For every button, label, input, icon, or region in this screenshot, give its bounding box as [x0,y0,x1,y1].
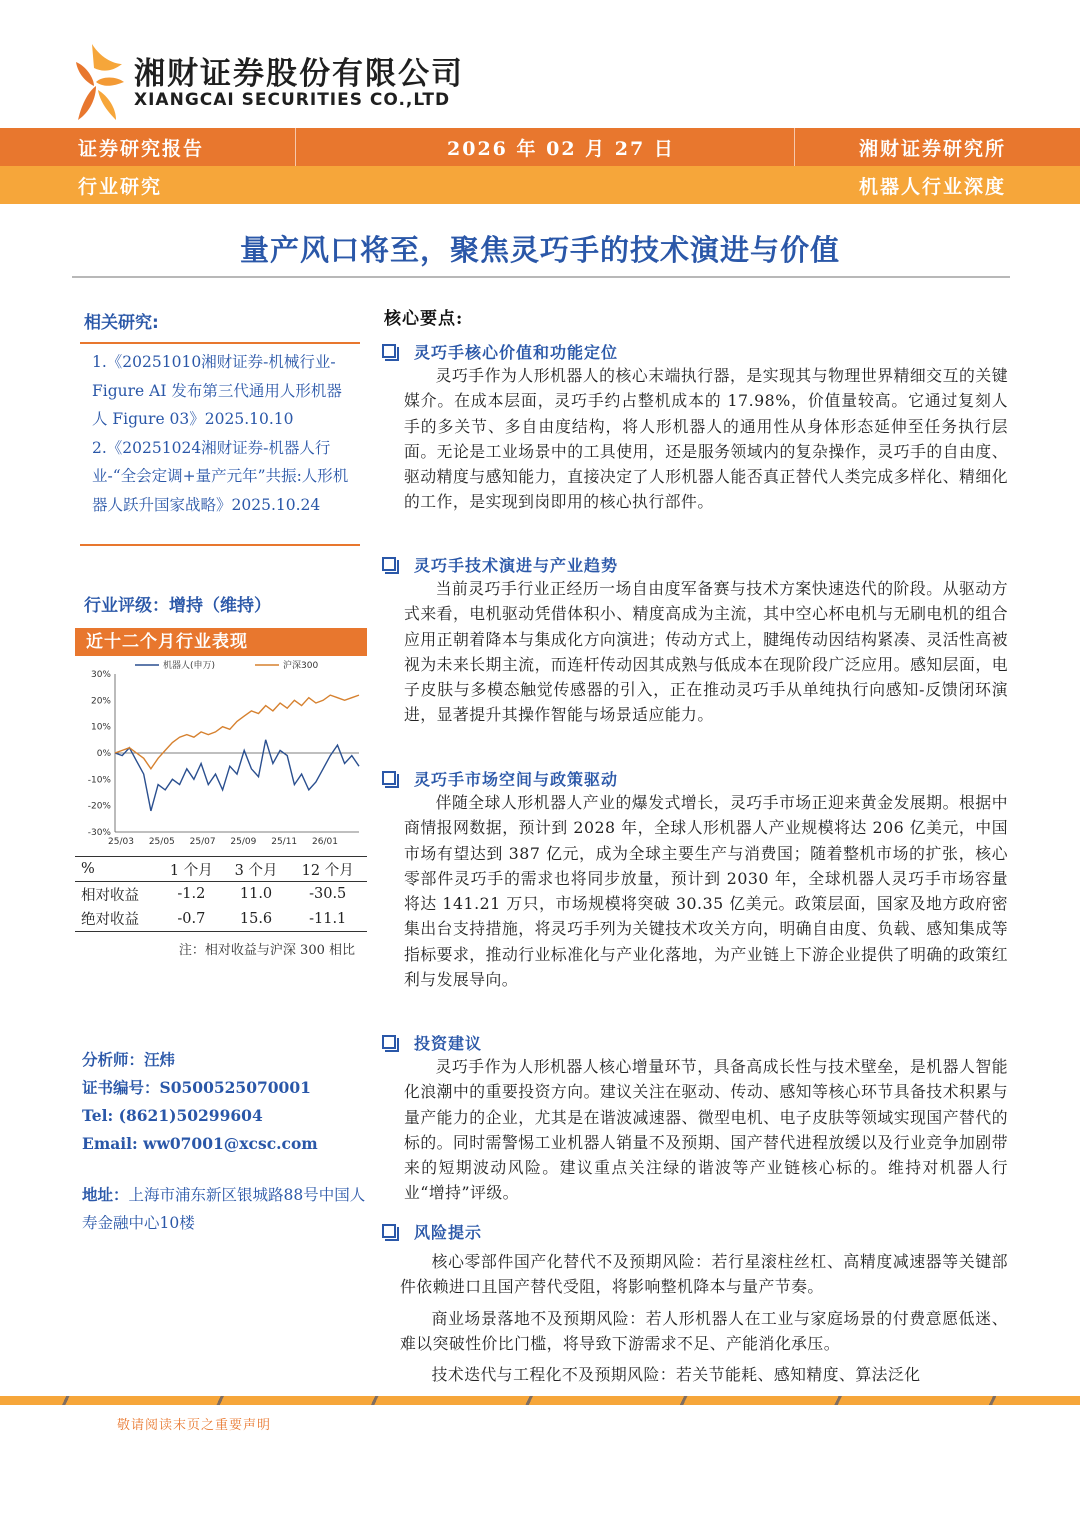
legend-label: 机器人(申万) [163,661,216,671]
core-section-title [378,766,1008,790]
checkbox-bullet-icon [382,1224,396,1238]
related-research-heading: 相关研究: [84,313,159,333]
core-section [378,1219,1008,1387]
header-band-bottom [0,166,1080,204]
report-category: 行业研究 [78,175,163,198]
table-cell: 11.0 [239,886,273,903]
table-header: 1 个月 [169,862,213,879]
related-research-item[interactable]: 1.《20251010湘财证券-机械行业-Figure AI 发布第三代通用人形机器人 Figure 03》2025.10.10 [92,353,342,428]
analyst-name-label: 分析师： [82,1050,145,1069]
section-paragraph: 灵巧手作为人形机器人核心增量环节，具备高成长性与技术壁垒，是机器人智能化浪潮中的重要投资方向。建议关注在驱动、传动、感知等核心环节具备技术积累与量产能力的企业，尤其是在谐波减速器、微型电机、电子皮肤等领域实现国产替代的标的。同时需警惕工业机器人销量不及预期、国产替代进程放缓以及行业竞争加剧带来的短期波动风险。建议重点关注绿的谐波等产业链核心标的。维持对机器人行业“增持”评级。 [404,1057,1008,1203]
page-title: 量产风口将至，聚焦灵巧手的技术演进与价值 [239,233,840,267]
y-tick-label: 10% [90,722,111,733]
table-note: 注：相对收益与沪深 300 相比 [178,943,355,958]
y-tick-label: 20% [90,696,111,707]
core-section [378,552,1008,728]
core-section [378,339,1008,515]
core-section-title [378,339,1008,363]
section-title-text: 灵巧手核心价值和功能定位 [414,342,619,362]
analyst-email[interactable]: ww07001@xcsc.com [143,1134,318,1153]
analyst-cert: S0500525070001 [159,1078,311,1097]
analyst-tel-row [82,1102,318,1130]
analyst-email-label: Email: [82,1134,138,1153]
core-section-title [378,1030,1008,1054]
related-divider-bottom [80,544,360,546]
core-section-title [378,552,1008,576]
title-divider [72,276,1010,278]
table-header: 12 个月 [301,862,354,879]
table-header: 3 个月 [234,862,278,879]
table-cell: 绝对收益 [81,912,139,929]
section-title-text: 投资建议 [414,1033,483,1053]
related-divider-top [80,342,360,344]
analyst-cert-label: 证书编号： [82,1078,160,1097]
performance-table [75,856,367,932]
y-tick-label: -10% [87,775,111,786]
x-tick-label: 26/01 [312,837,338,847]
legend-label: 沪深300 [283,661,319,671]
table-cell: 15.6 [239,910,273,927]
performance-chart-svg [75,656,367,854]
table-cell: -30.5 [309,886,347,903]
company-logo-icon [72,42,124,122]
section-title-text: 风险提示 [414,1222,483,1242]
x-tick-label: 25/09 [230,837,257,847]
table-row [75,882,367,907]
band-divider [794,128,795,166]
risk-paragraph: 核心零部件国产化替代不及预期风险：若行星滚柱丝杠、高精度减速器等关键部件依赖进口且国产替代受阻，将影响整机降本与量产节奏。 [400,1252,1008,1297]
header-band-top [0,128,1080,166]
analyst-name: 汪炜 [144,1050,176,1069]
analyst-tel-label: Tel: [82,1106,114,1125]
x-tick-label: 25/11 [271,837,298,847]
risk-paragraph: 商业场景落地不及预期风险：若人形机器人在工业与家庭场景的付费意愿低迷、难以突破性价比门槛，将导致下游需求不足、产能消化承压。 [400,1308,1008,1353]
footer-bar-stripes [0,1396,1080,1405]
related-research-item[interactable]: 2.《20251024湘财证券-机器人行业-“全会定调+量产元年”共振:人形机器人跃升国家战略》2025.10.24 [92,438,349,514]
checkbox-bullet-icon [382,557,396,571]
section-paragraph: 灵巧手作为人形机器人的核心末端执行器，是实现其与物理世界精细交互的关键媒介。在成本层面，灵巧手约占整机成本的 17.98%，价值量较高。它通过复刻人手的多关节、多自由度结构，将人形机器人的通用性从身体形态延伸至任务执行层面。无论是工业场景中的工具使用，还是服务领域内的复杂操作，灵巧手的自由度、驱动精度与感知能力，直接决定了人形机器人能否真正替代人类完成多样化、精细化的工作，是实现到岗即用的核心执行部件。 [404,366,1008,512]
table-header: % [81,861,95,877]
checkbox-bullet-icon [382,771,396,785]
checkbox-bullet-icon [382,1035,396,1049]
section-paragraph: 当前灵巧手行业正经历一场自由度军备赛与技术方案快速迭代的阶段。从驱动方式来看，电机驱动凭借体积小、精度高成为主流，其中空心杯电机与无刷电机的组合应用正朝着降本与集成化方向演进；传动方式上，腱绳传动因结构紧凑、灵活性高被视为未来长期主流，而连杆传动因其成熟与低成本在现阶段广泛应用。感知层面，电子皮肤与多模态触觉传感器的引入，正在推动灵巧手从单纯执行向感知-反馈闭环演进，显著提升其操作智能与场景适应能力。 [404,579,1008,725]
core-section [378,1030,1008,1206]
analyst-address [82,1181,372,1237]
table-cell: -11.1 [309,910,347,927]
x-tick-label: 25/07 [189,837,216,847]
address-text: 上海市浦东新区银城路88号中国人寿金融中心10楼 [82,1186,366,1232]
x-tick-label: 25/03 [108,837,134,847]
report-date: 2026 年 02 月 27 日 [447,137,675,160]
y-tick-label: -20% [87,801,111,812]
table-cell: 相对收益 [81,887,139,904]
analyst-info [82,1046,318,1158]
table-row [75,907,367,932]
core-section-title [378,1219,1008,1243]
company-name-cn: 湘财证券股份有限公司 [134,56,464,92]
institute-name: 湘财证券研究所 [858,137,1006,160]
performance-chart [75,656,367,854]
analyst-tel: (8621)50299604 [118,1106,263,1125]
table-cell: -0.7 [177,910,206,927]
y-tick-label: -30% [87,828,111,838]
company-name-en: XIANGCAI SECURITIES CO.,LTD [134,90,451,110]
table-header-row [75,857,367,882]
y-tick-label: 30% [90,670,111,680]
section-title-text: 灵巧手技术演进与产业趋势 [414,555,619,575]
core-points-heading: 核心要点: [384,309,464,329]
analyst-cert-row [82,1074,318,1102]
band-divider [295,128,296,166]
y-tick-label: 0% [96,749,111,759]
footer-disclaimer[interactable]: 敬请阅读末页之重要声明 [117,1418,272,1433]
table-cell: -1.2 [177,886,206,903]
risk-paragraph: 技术迭代与工程化不及预期风险：若关节能耗、感知精度、算法泛化 [431,1365,921,1385]
series-line [115,695,359,769]
core-section [378,766,1008,992]
analyst-email-row [82,1130,318,1158]
performance-heading: 近十二个月行业表现 [75,628,367,656]
section-paragraph: 伴随全球人形机器人产业的爆发式增长，灵巧手市场正迎来黄金发展期。根据中商情报网数据，预计到 2028 年，全球人形机器人产业规模将达 206 亿美元，中国市场有望达到 387 亿元，成为全球主要生产与消费国；随着整机市场的扩张，核心零部件灵巧手的需求也将同步放量，预计到 2030 年，全球机器人灵巧手市场容量将达 141.21 万只，市场规模将突破 30.35 亿美元。政策层面，国家及地方政府密集出台支持措施，将灵巧手列为关键技术攻关方向，明确自由度、负载、感知集成等指标要求，推动行业标准化与产业化落地，为产业链上下游企业提供了明确的政策红利与发展导向。 [404,793,1008,990]
address-label: 地址： [82,1185,129,1204]
report-type: 证券研究报告 [78,137,205,160]
checkbox-bullet-icon [382,344,396,358]
section-title-text: 灵巧手市场空间与政策驱动 [414,769,619,789]
related-research-list [92,348,354,519]
report-subcategory: 机器人行业深度 [858,175,1006,198]
analyst-name-row [82,1046,318,1074]
x-tick-label: 25/05 [148,837,175,847]
company-logo [72,42,532,122]
series-line [115,740,359,811]
industry-rating: 行业评级：增持（维持） [84,596,271,616]
